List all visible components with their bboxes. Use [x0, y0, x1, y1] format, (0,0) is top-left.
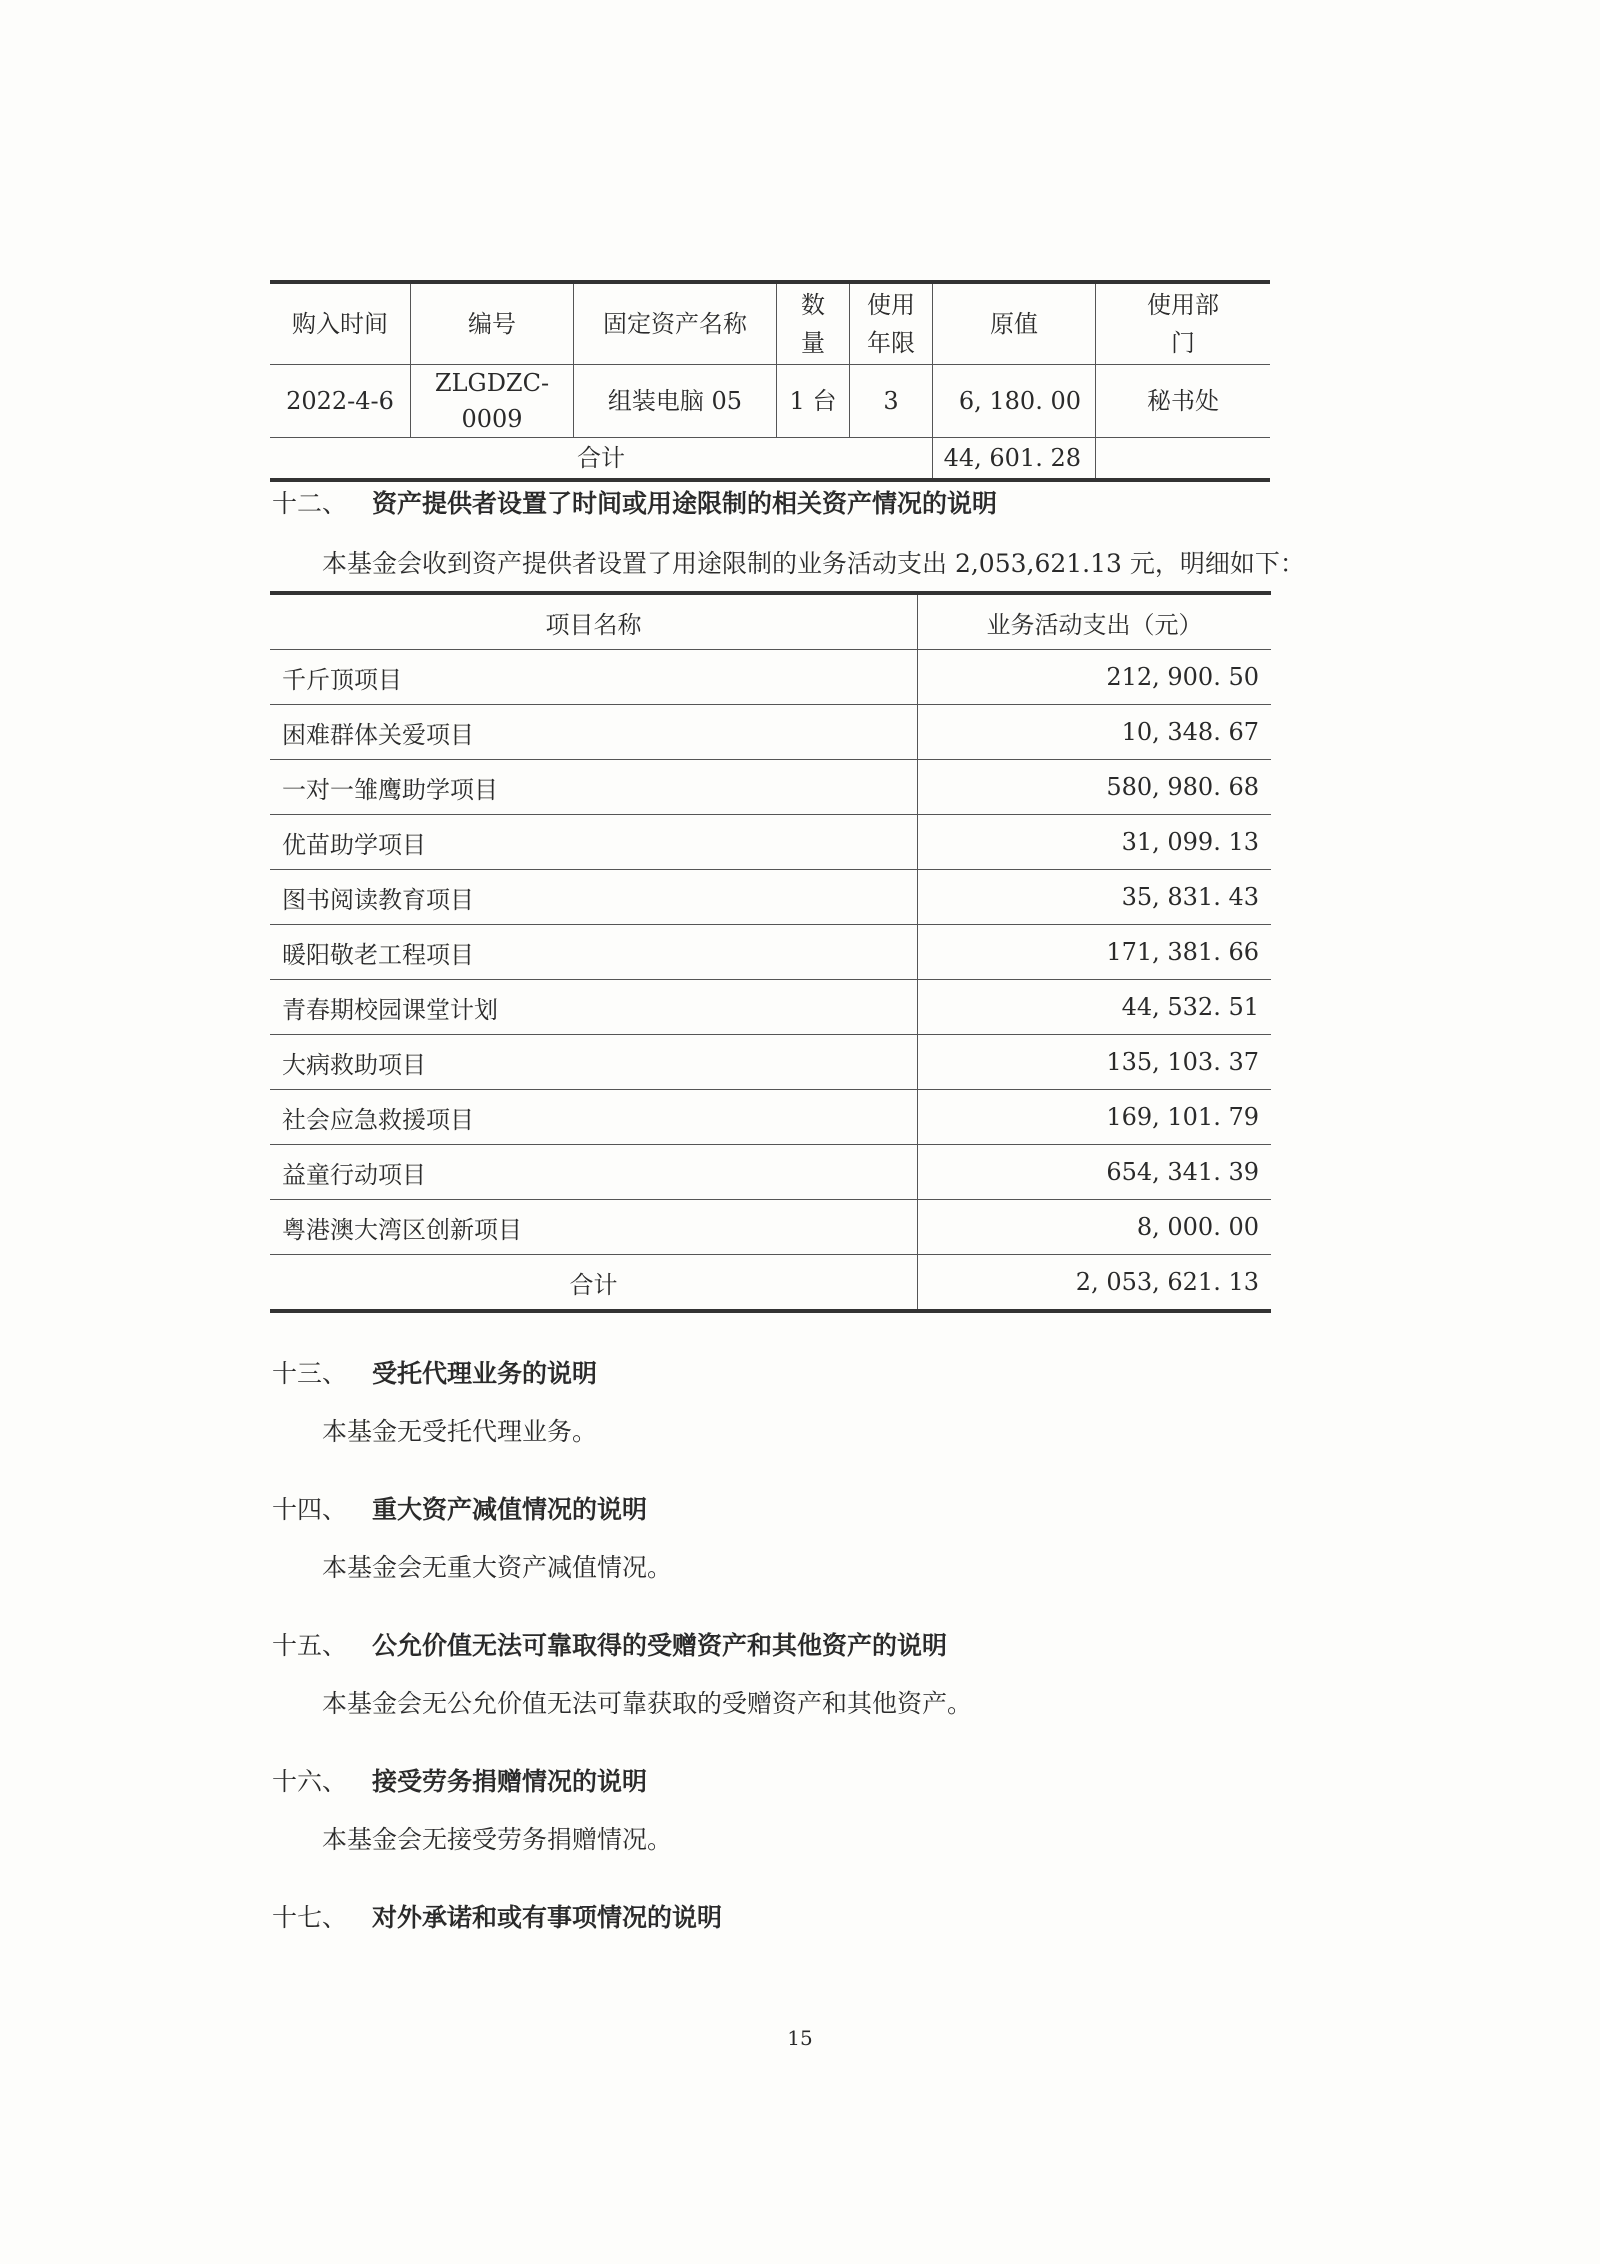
header-expense: 业务活动支出（元） — [986, 610, 1203, 639]
cell-value: 6, 180. 00 — [933, 365, 1096, 438]
header-department: 使用部 门 — [1096, 282, 1271, 365]
project-name: 社会应急救援项目 — [270, 1090, 918, 1145]
project-amount: 135, 103. 37 — [918, 1035, 1272, 1090]
project-name: 一对一雏鹰助学项目 — [270, 760, 918, 815]
project-amount: 31, 099. 13 — [918, 815, 1272, 870]
project-name: 优苗助学项目 — [270, 815, 918, 870]
section-title: 受托代理业务的说明 — [372, 1359, 598, 1388]
table-header-row — [270, 282, 1270, 365]
table-row — [270, 760, 1271, 815]
section-13-text: 本基金无受托代理业务。 — [322, 1417, 598, 1446]
table-row — [270, 1035, 1271, 1090]
project-amount: 212, 900. 50 — [918, 650, 1272, 705]
project-amount: 171, 381. 66 — [918, 925, 1272, 980]
table-total-row — [270, 1255, 1271, 1312]
table-row — [270, 1200, 1271, 1255]
table-row — [270, 870, 1271, 925]
table-row — [270, 1145, 1271, 1200]
project-name: 益童行动项目 — [270, 1145, 918, 1200]
section-12-heading — [272, 484, 997, 520]
total-value: 2, 053, 621. 13 — [918, 1255, 1272, 1312]
cell-life: 3 — [850, 365, 933, 438]
project-amount: 10, 348. 67 — [918, 705, 1272, 760]
section-14-text: 本基金会无重大资产减值情况。 — [322, 1553, 673, 1582]
project-name: 粤港澳大湾区创新项目 — [270, 1200, 918, 1255]
section-title: 接受劳务捐赠情况的说明 — [372, 1767, 648, 1796]
header-original-value: 原值 — [933, 282, 1096, 365]
project-amount: 35, 831. 43 — [918, 870, 1272, 925]
table-row — [270, 980, 1271, 1035]
fixed-asset-table — [270, 280, 1270, 482]
project-name: 千斤顶项目 — [270, 650, 918, 705]
project-name: 青春期校园课堂计划 — [270, 980, 918, 1035]
project-amount: 654, 341. 39 — [918, 1145, 1272, 1200]
total-label: 合计 — [270, 1255, 918, 1312]
total-value: 44, 601. 28 — [933, 438, 1096, 481]
table-header-row — [270, 593, 1271, 650]
section-number: 十四、 — [272, 1495, 348, 1524]
project-amount: 8, 000. 00 — [918, 1200, 1272, 1255]
section-13-heading — [272, 1354, 597, 1390]
table-row — [270, 815, 1271, 870]
project-expense-table — [270, 591, 1271, 1313]
project-name: 暖阳敬老工程项目 — [270, 925, 918, 980]
cell-code: ZLGDZC-0009 — [411, 365, 574, 438]
total-empty-cell — [1096, 438, 1271, 481]
section-14-heading — [272, 1490, 647, 1526]
table-row — [270, 925, 1271, 980]
section-number: 十七、 — [272, 1903, 348, 1932]
cell-asset-name: 组装电脑 05 — [574, 365, 777, 438]
header-quantity: 数 量 — [777, 282, 850, 365]
table-row — [270, 705, 1271, 760]
section-15-heading — [272, 1626, 947, 1662]
header-project-name: 项目名称 — [270, 593, 918, 650]
section-12-intro: 本基金会收到资产提供者设置了用途限制的业务活动支出 2,053,621.13 元，明细如下： — [322, 549, 1305, 578]
section-15-text: 本基金会无公允价值无法可靠获取的受赠资产和其他资产。 — [322, 1689, 973, 1718]
section-number: 十三、 — [272, 1359, 348, 1388]
table-row — [270, 650, 1271, 705]
project-amount: 169, 101. 79 — [918, 1090, 1272, 1145]
header-purchase-date: 购入时间 — [270, 282, 411, 365]
header-asset-name: 固定资产名称 — [574, 282, 777, 365]
header-code: 编号 — [411, 282, 574, 365]
header-useful-life: 使用 年限 — [850, 282, 933, 365]
section-title: 公允价值无法可靠取得的受赠资产和其他资产的说明 — [372, 1631, 948, 1660]
project-amount: 44, 532. 51 — [918, 980, 1272, 1035]
table-total-row — [270, 438, 1270, 481]
section-16-text: 本基金会无接受劳务捐赠情况。 — [322, 1825, 673, 1854]
section-title: 对外承诺和或有事项情况的说明 — [372, 1903, 723, 1932]
section-number: 十二、 — [272, 489, 348, 518]
table-row — [270, 365, 1270, 438]
page-number: 15 — [787, 2026, 813, 2050]
section-title: 资产提供者设置了时间或用途限制的相关资产情况的说明 — [372, 489, 998, 518]
cell-quantity: 1 台 — [777, 365, 850, 438]
section-number: 十五、 — [272, 1631, 348, 1660]
cell-date: 2022-4-6 — [270, 365, 411, 438]
section-16-heading — [272, 1762, 647, 1798]
project-name: 图书阅读教育项目 — [270, 870, 918, 925]
section-17-heading — [272, 1898, 722, 1934]
project-name: 困难群体关爱项目 — [270, 705, 918, 760]
cell-department: 秘书处 — [1096, 365, 1271, 438]
section-title: 重大资产减值情况的说明 — [372, 1495, 648, 1524]
table-row — [270, 1090, 1271, 1145]
section-number: 十六、 — [272, 1767, 348, 1796]
total-label: 合计 — [270, 438, 933, 481]
project-amount: 580, 980. 68 — [918, 760, 1272, 815]
project-name: 大病救助项目 — [270, 1035, 918, 1090]
